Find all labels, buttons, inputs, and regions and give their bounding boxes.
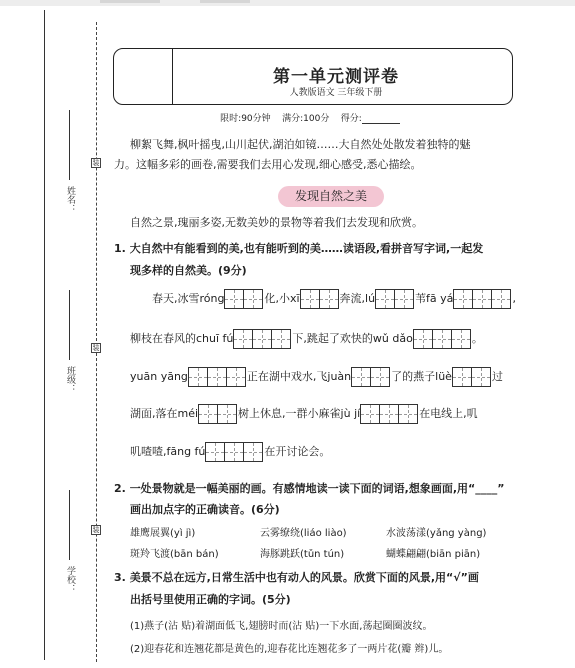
answer-grid[interactable] [453,367,491,387]
q1-r2a: 柳枝在春风的chuī fú [130,332,234,345]
binding-dashed-line [96,22,97,662]
q1-r3d: 过 [491,370,503,383]
name-line [69,110,70,180]
q2-item[interactable]: 水波荡漾(yǎng yàng) [386,528,487,539]
answer-grid[interactable] [454,289,511,309]
score-label: 得分: [340,114,362,124]
page-title: 第一单元测评卷 [273,67,399,87]
q2-item[interactable]: 雄鹰展翼(yì jì) [130,528,196,539]
q3-sentence-1[interactable]: (1)燕子(沾 贴)着湖面低飞,翅膀时而(沾 贴)一下水面,荡起圈圈波纹。 [130,621,433,632]
intro-line-2: 力。这幅多彩的画卷,需要我们去用心发现,细心感受,悉心描绘。 [114,158,422,171]
school-line [69,490,70,560]
q1-r1a: 春天,冰雪róng [152,292,225,305]
q3-text-1: 美景不总在远方,日常生活中也有动人的风景。欣赏下面的风景,用“√”画 [129,571,479,584]
q3-line-1 [114,567,479,589]
class-label: 班级： [65,366,75,393]
time-limit: 限时:90分钟 [220,114,271,124]
answer-grid[interactable] [361,404,418,424]
q2-text-1: 一处景物就是一幅美丽的画。有感情地读一读下面的词语,想象画面,用“____” [129,482,505,495]
q1-r4c: 在电线上,叽 [419,407,478,420]
answer-grid[interactable] [234,329,291,349]
q1-r4a: 湖面,落在méi [130,407,199,420]
binding-mark-1: 装 [92,159,100,167]
q2-text-2: 画出加点字的正确读音。(6分) [130,503,280,516]
class-line [69,290,70,360]
top-strip-mark [100,0,160,3]
q1-r1c: 奔流,lú [339,292,376,305]
answer-grid[interactable] [301,289,339,309]
q1-row-1 [152,289,516,309]
name-label: 姓名： [65,186,75,213]
q1-r1d: 苇fā yá [415,292,454,305]
q1-r3b: 正在湖中戏水,飞juàn [246,370,352,383]
full-score: 满分:100分 [282,114,330,124]
q1-row-3 [130,367,503,387]
answer-grid[interactable] [206,442,263,462]
page-subtitle: 人教版语文 三年级下册 [289,88,383,98]
school-label: 学校： [65,566,75,593]
q2-item[interactable]: 云雾缭绕(liáo liào) [260,528,347,539]
page-left-edge [44,10,45,660]
q3-text-2: 出括号里使用正确的字词。(5分) [130,593,291,606]
q1-r1e: , [512,292,516,305]
q1-row-2 [130,329,483,349]
q1-r5a: 叽喳喳,fāng fú [130,445,206,458]
q1-text-2: 现多样的自然美。(9分) [130,264,247,277]
answer-grid[interactable] [414,329,471,349]
score-blank[interactable] [362,115,400,124]
q1-r3a: yuān yāng [130,370,188,383]
answer-grid[interactable] [352,367,390,387]
q1-row-5 [130,442,330,462]
answer-grid[interactable] [199,404,237,424]
binding-mark-2: 装 [92,344,100,352]
answer-grid[interactable] [189,367,246,387]
q2-line-1 [114,478,505,500]
q1-r2b: 下,跳起了欢快的wǔ dǎo [292,332,413,345]
section-desc: 自然之景,瑰丽多姿,无数美妙的景物等着我们去发现和欣赏。 [130,216,423,229]
q1-text-1: 大自然中有能看到的美,也有能听到的美……读语段,看拼音写字词,一起发 [129,242,484,255]
section-heading: 发现自然之美 [278,186,384,207]
answer-grid[interactable] [376,289,414,309]
q1-r3c: 了的燕子lüè [391,370,452,383]
intro-line-1: 柳絮飞舞,枫叶摇曳,山川起伏,湖泊如镜……大自然处处散发着独特的魅 [130,138,471,151]
answer-grid[interactable] [225,289,263,309]
q3-num: 3. [114,571,126,584]
q1-line-1 [114,238,483,260]
q1-row-4 [130,404,478,424]
top-strip [0,0,575,6]
q2-item[interactable]: 海豚跳跃(tǔn tún) [260,549,345,560]
exam-meta [110,111,510,124]
q1-num: 1. [114,242,126,255]
q2-num: 2. [114,482,126,495]
q1-r2c: 。 [471,332,483,345]
q2-item[interactable]: 蝴蝶翩翩(biān piān) [386,549,481,560]
top-strip-mark [200,0,250,3]
q2-item[interactable]: 斑羚飞渡(bān bán) [130,549,219,560]
q1-r1b: 化,小xī [264,292,300,305]
q3-sentence-2[interactable]: (2)迎春花和连翘花都是黄色的,迎春花比连翘花多了一两片花(瓣 辫)儿。 [130,644,449,655]
q1-r4b: 树上休息,一群小麻雀jù jí [238,407,361,420]
q1-r5b: 在开讨论会。 [264,445,331,458]
binding-mark-3: 装 [92,526,100,534]
